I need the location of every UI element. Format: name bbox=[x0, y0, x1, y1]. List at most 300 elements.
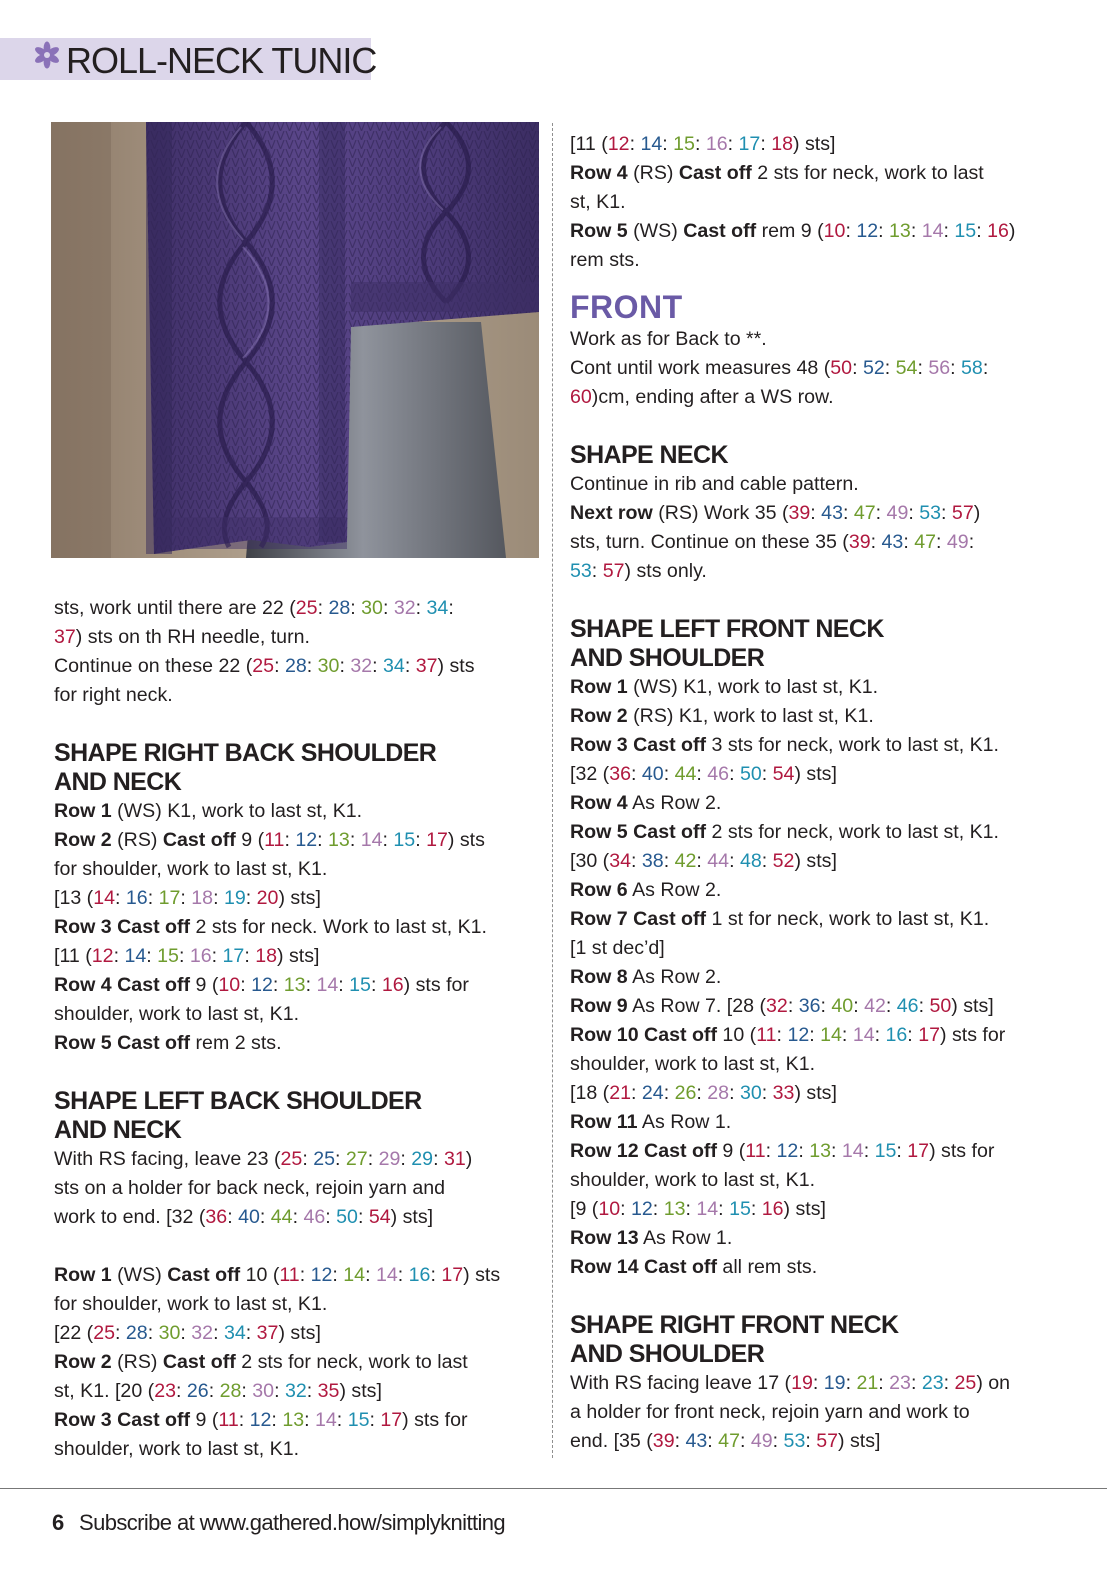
pattern-line bbox=[570, 760, 1070, 789]
size-value: 14 bbox=[640, 133, 663, 155]
text-run: (WS) K1, work to last st, K1. bbox=[111, 800, 363, 822]
text-run: : bbox=[908, 502, 920, 524]
text-run: shoulder, work to last st, K1. bbox=[54, 1438, 300, 1460]
size-value: 56 bbox=[928, 357, 951, 379]
size-value: 36 bbox=[609, 763, 632, 785]
text-run: : bbox=[943, 1372, 955, 1394]
size-value: 23 bbox=[889, 1372, 911, 1394]
bold-text: Row 5 Cast off bbox=[570, 821, 707, 843]
size-value: 13 bbox=[889, 220, 911, 242]
right-column bbox=[570, 130, 1070, 1456]
size-value: 34 bbox=[426, 597, 449, 619]
text-run: With RS facing leave 17 ( bbox=[570, 1372, 792, 1394]
pattern-line bbox=[570, 789, 1070, 818]
text-run: ) sts] bbox=[951, 995, 994, 1017]
size-value: 47 bbox=[718, 1430, 740, 1452]
size-value: 57 bbox=[816, 1430, 839, 1452]
text-run: (WS) bbox=[111, 1264, 168, 1286]
text-run: a holder for front neck, rejoin yarn and work to bbox=[570, 1401, 970, 1423]
pattern-line bbox=[54, 913, 544, 942]
pattern-line bbox=[54, 1319, 544, 1348]
text-run: : bbox=[845, 1372, 857, 1394]
size-value: 12 bbox=[91, 945, 114, 967]
left-column bbox=[54, 594, 544, 1464]
section-heading: SHAPE LEFT BACK SHOULDER bbox=[54, 1087, 422, 1115]
text-run: all rem sts. bbox=[716, 1256, 818, 1278]
size-value: 39 bbox=[788, 502, 811, 524]
text-run: for shoulder, work to last st, K1. bbox=[54, 858, 328, 880]
pattern-line bbox=[570, 934, 1070, 963]
text-run: : bbox=[274, 655, 285, 677]
text-run: end. [35 ( bbox=[570, 1430, 653, 1452]
text-run: : bbox=[370, 974, 382, 996]
size-value: 25 bbox=[954, 1372, 977, 1394]
pattern-line bbox=[570, 1224, 1070, 1253]
pattern-line bbox=[54, 623, 544, 652]
size-value: 14 bbox=[343, 1264, 366, 1286]
text-run: : bbox=[208, 1380, 220, 1402]
text-run: [1 st dec’d] bbox=[570, 937, 665, 959]
text-run: : bbox=[244, 945, 256, 967]
size-value: 12 bbox=[607, 133, 630, 155]
size-value: 32 bbox=[393, 597, 416, 619]
text-run: ) sts] bbox=[794, 850, 837, 872]
text-run: 3 sts for neck, work to last st, K1. bbox=[706, 734, 999, 756]
text-run: : bbox=[241, 1380, 253, 1402]
text-run: st, K1. bbox=[570, 191, 626, 213]
text-run: : bbox=[761, 1082, 773, 1104]
size-value: 30 bbox=[317, 655, 340, 677]
text-run: : bbox=[284, 829, 296, 851]
size-value: 40 bbox=[641, 763, 664, 785]
size-value: 50 bbox=[336, 1206, 358, 1228]
pattern-line bbox=[54, 1261, 544, 1290]
pattern-line bbox=[570, 325, 1070, 354]
pattern-line bbox=[570, 963, 1070, 992]
text-run: : bbox=[936, 531, 947, 553]
size-value: 15 bbox=[954, 220, 977, 242]
text-run: : bbox=[765, 1140, 777, 1162]
size-value: 52 bbox=[862, 357, 885, 379]
text-run: 10 ( bbox=[716, 1024, 757, 1046]
text-run: : bbox=[433, 1148, 444, 1170]
size-value: 54 bbox=[772, 763, 795, 785]
size-value: 11 bbox=[264, 829, 285, 851]
size-value: 17 bbox=[441, 1264, 464, 1286]
text-run: : bbox=[761, 850, 773, 872]
size-value: 44 bbox=[674, 763, 697, 785]
pattern-line bbox=[54, 1377, 544, 1406]
text-run: : bbox=[305, 974, 317, 996]
size-value: 34 bbox=[223, 1322, 246, 1344]
text-run: : bbox=[798, 1140, 810, 1162]
pattern-line bbox=[570, 528, 1070, 557]
size-value: 12 bbox=[787, 1024, 810, 1046]
text-run: : bbox=[884, 357, 896, 379]
text-run: 10 ( bbox=[240, 1264, 280, 1286]
text-run: : bbox=[213, 1322, 224, 1344]
text-run: : bbox=[259, 1206, 271, 1228]
pattern-line bbox=[570, 217, 1070, 246]
bold-text: Cast off bbox=[678, 162, 752, 184]
text-run: ) bbox=[1008, 220, 1016, 242]
size-value: 25 bbox=[280, 1148, 303, 1170]
size-value: 18 bbox=[771, 133, 793, 155]
size-value: 44 bbox=[707, 850, 730, 872]
section-heading: SHAPE NECK bbox=[570, 441, 728, 469]
text-run: ) sts] bbox=[783, 1198, 826, 1220]
size-value: 28 bbox=[219, 1380, 242, 1402]
size-value: 17 bbox=[918, 1024, 940, 1046]
bold-text: Row 2 bbox=[54, 1351, 112, 1373]
pattern-line bbox=[54, 884, 544, 913]
text-run: : bbox=[245, 887, 257, 909]
text-run: : bbox=[115, 887, 126, 909]
text-run: : bbox=[240, 974, 252, 996]
size-value: 15 bbox=[349, 974, 371, 996]
text-run: With RS facing, leave 23 ( bbox=[54, 1148, 281, 1170]
size-value: 13 bbox=[809, 1140, 832, 1162]
text-run: : bbox=[336, 1409, 348, 1431]
section-heading: SHAPE RIGHT BACK SHOULDER bbox=[54, 739, 437, 767]
text-run: rem 2 sts. bbox=[190, 1032, 282, 1054]
text-run: : bbox=[776, 1024, 788, 1046]
text-run: : bbox=[245, 1322, 257, 1344]
text-run: shoulder, work to last st, K1. bbox=[54, 1003, 300, 1025]
pattern-line bbox=[570, 1137, 1070, 1166]
text-run: ) sts] bbox=[838, 1430, 881, 1452]
footer-subscribe-text: Subscribe at www.gathered.how/simplyknitting bbox=[79, 1510, 506, 1535]
size-value: 47 bbox=[914, 531, 937, 553]
size-value: 30 bbox=[739, 1082, 762, 1104]
size-value: 36 bbox=[798, 995, 821, 1017]
size-value: 14 bbox=[841, 1140, 864, 1162]
bold-text: Row 5 Cast off bbox=[54, 1032, 191, 1054]
text-run: : bbox=[685, 1198, 697, 1220]
size-value: 39 bbox=[848, 531, 871, 553]
text-run: : bbox=[878, 220, 890, 242]
text-run: : bbox=[325, 1206, 337, 1228]
text-run: [32 ( bbox=[570, 763, 610, 785]
text-run: ) sts for bbox=[403, 974, 469, 996]
size-value: 54 bbox=[368, 1206, 391, 1228]
pattern-line bbox=[570, 1427, 1070, 1456]
pattern-line bbox=[570, 130, 1070, 159]
text-run: As Row 7. [28 ( bbox=[627, 995, 767, 1017]
text-run: rem 9 ( bbox=[756, 220, 824, 242]
text-run: : bbox=[382, 597, 394, 619]
text-run: : bbox=[968, 531, 975, 553]
bold-text: Row 4 Cast off bbox=[54, 974, 191, 996]
pattern-line bbox=[54, 797, 544, 826]
text-run: ) sts for bbox=[402, 1409, 468, 1431]
pattern-line bbox=[570, 557, 1070, 586]
bold-text: Row 13 bbox=[570, 1227, 639, 1249]
size-value: 50 bbox=[929, 995, 952, 1017]
text-run: : bbox=[176, 1380, 187, 1402]
size-value: 17 bbox=[380, 1409, 403, 1431]
text-run: ) sts] bbox=[278, 887, 321, 909]
text-run: : bbox=[238, 1409, 250, 1431]
size-value: 21 bbox=[856, 1372, 879, 1394]
text-run: ) sts only. bbox=[624, 560, 707, 582]
spacer bbox=[54, 710, 544, 739]
pattern-line bbox=[54, 652, 544, 681]
section-heading: SHAPE RIGHT FRONT NECK bbox=[570, 1311, 899, 1339]
text-run: Continue in rib and cable pattern. bbox=[570, 473, 859, 495]
text-run: : bbox=[365, 1264, 376, 1286]
size-value: 11 bbox=[279, 1264, 300, 1286]
size-value: 17 bbox=[426, 829, 448, 851]
text-run: shoulder, work to last st, K1. bbox=[570, 1053, 816, 1075]
text-run: As Row 2. bbox=[627, 966, 722, 988]
size-value: 38 bbox=[641, 850, 664, 872]
size-value: 13 bbox=[328, 829, 350, 851]
bold-text: Row 6 bbox=[570, 879, 628, 901]
text-run: ) sts bbox=[437, 655, 475, 677]
text-run: : bbox=[694, 133, 706, 155]
size-value: 27 bbox=[345, 1148, 368, 1170]
pattern-line bbox=[54, 1000, 544, 1029]
text-run: ) sts] bbox=[793, 133, 836, 155]
size-value: 15 bbox=[393, 829, 416, 851]
pattern-line bbox=[570, 1166, 1070, 1195]
size-value: 32 bbox=[284, 1380, 307, 1402]
text-run: : bbox=[415, 829, 427, 851]
size-value: 42 bbox=[674, 850, 697, 872]
text-run: : bbox=[400, 1148, 412, 1170]
text-run: : bbox=[663, 850, 675, 872]
size-value: 23 bbox=[921, 1372, 944, 1394]
page-title: ROLL-NECK TUNIC bbox=[66, 40, 377, 81]
bold-text: Row 14 Cast off bbox=[570, 1256, 717, 1278]
size-value: 15 bbox=[673, 133, 695, 155]
text-run: shoulder, work to last st, K1. bbox=[570, 1169, 816, 1191]
text-run: 1 st for neck, work to last st, K1. bbox=[706, 908, 990, 930]
text-run: ) sts for bbox=[929, 1140, 995, 1162]
text-run: : bbox=[878, 1372, 890, 1394]
size-value: 12 bbox=[856, 220, 879, 242]
pattern-line bbox=[54, 942, 544, 971]
text-run: ) on bbox=[976, 1372, 1011, 1394]
text-run: : bbox=[982, 357, 989, 379]
bold-text: Row 8 bbox=[570, 966, 628, 988]
text-run: : bbox=[292, 1206, 304, 1228]
size-value: 52 bbox=[772, 850, 795, 872]
size-value: 44 bbox=[270, 1206, 293, 1228]
text-run: : bbox=[772, 1430, 784, 1452]
size-value: 16 bbox=[987, 220, 1009, 242]
size-value: 50 bbox=[830, 357, 853, 379]
size-value: 36 bbox=[205, 1206, 228, 1228]
pattern-line bbox=[570, 673, 1070, 702]
bold-text: Row 3 Cast off bbox=[54, 1409, 191, 1431]
text-run: : bbox=[885, 995, 897, 1017]
size-value: 15 bbox=[347, 1409, 370, 1431]
text-run: : bbox=[304, 1409, 315, 1431]
size-value: 19 bbox=[791, 1372, 813, 1394]
text-run: : bbox=[805, 1430, 817, 1452]
bold-text: Cast off bbox=[167, 1264, 241, 1286]
size-value: 48 bbox=[739, 850, 762, 872]
bold-text: Row 7 Cast off bbox=[570, 908, 707, 930]
text-run: : bbox=[739, 1430, 751, 1452]
text-run: : bbox=[910, 220, 922, 242]
pattern-line bbox=[54, 1145, 544, 1174]
text-run: : bbox=[631, 1082, 642, 1104]
text-run: [11 ( bbox=[570, 133, 608, 155]
text-run: : bbox=[761, 763, 773, 785]
pattern-line bbox=[570, 818, 1070, 847]
text-run: : bbox=[760, 133, 772, 155]
size-value: 53 bbox=[783, 1430, 806, 1452]
text-run: : bbox=[350, 597, 362, 619]
text-run: ) sts bbox=[447, 829, 485, 851]
size-value: 19 bbox=[823, 1372, 846, 1394]
text-run: : bbox=[299, 1264, 311, 1286]
page-number: 6 bbox=[52, 1510, 65, 1535]
size-value: 10 bbox=[823, 220, 846, 242]
text-run: : bbox=[896, 1140, 908, 1162]
text-run: : bbox=[662, 133, 674, 155]
text-run: )cm, ending after a WS row. bbox=[591, 386, 834, 408]
size-value: 46 bbox=[707, 763, 730, 785]
size-value: 16 bbox=[189, 945, 212, 967]
text-run: : bbox=[750, 1198, 762, 1220]
pattern-line bbox=[570, 847, 1070, 876]
size-value: 26 bbox=[186, 1380, 209, 1402]
size-value: 49 bbox=[886, 502, 909, 524]
text-run: 2 sts for neck, work to last bbox=[235, 1351, 468, 1373]
size-value: 11 bbox=[756, 1024, 777, 1046]
size-value: 17 bbox=[158, 887, 181, 909]
text-run: (RS) K1, work to last st, K1. bbox=[627, 705, 874, 727]
text-run: : bbox=[338, 974, 350, 996]
text-run: : bbox=[943, 220, 955, 242]
size-value: 54 bbox=[895, 357, 918, 379]
size-value: 33 bbox=[772, 1082, 795, 1104]
pattern-line bbox=[54, 1174, 544, 1203]
text-run: : bbox=[180, 1322, 192, 1344]
text-run: : bbox=[729, 850, 740, 872]
size-value: 26 bbox=[674, 1082, 697, 1104]
size-value: 17 bbox=[907, 1140, 930, 1162]
size-value: 12 bbox=[310, 1264, 333, 1286]
size-value: 30 bbox=[252, 1380, 275, 1402]
bold-text: Row 4 bbox=[570, 792, 628, 814]
size-value: 24 bbox=[641, 1082, 664, 1104]
text-run: : bbox=[213, 887, 224, 909]
size-value: 57 bbox=[602, 560, 625, 582]
size-value: 43 bbox=[685, 1430, 708, 1452]
text-run: [18 ( bbox=[570, 1082, 610, 1104]
bold-text: Row 12 Cast off bbox=[570, 1140, 717, 1162]
text-run: : bbox=[404, 655, 416, 677]
text-run: : bbox=[696, 850, 708, 872]
section-heading: FRONT bbox=[570, 289, 683, 325]
size-value: 29 bbox=[378, 1148, 401, 1170]
text-run: ) bbox=[973, 502, 981, 524]
size-value: 12 bbox=[776, 1140, 799, 1162]
text-run: : bbox=[367, 1148, 379, 1170]
text-run: : bbox=[917, 357, 929, 379]
section-heading: SHAPE LEFT FRONT NECK bbox=[570, 615, 884, 643]
text-run: : bbox=[147, 1322, 159, 1344]
text-run: : bbox=[629, 133, 641, 155]
bold-text: Row 3 Cast off bbox=[54, 916, 191, 938]
size-value: 12 bbox=[295, 829, 318, 851]
spacer bbox=[570, 275, 1070, 289]
size-value: 37 bbox=[415, 655, 438, 677]
text-run: ) bbox=[465, 1148, 473, 1170]
text-run: : bbox=[631, 763, 642, 785]
size-value: 14 bbox=[316, 974, 339, 996]
text-run: (WS) bbox=[627, 220, 684, 242]
size-value: 28 bbox=[125, 1322, 148, 1344]
size-value: 14 bbox=[360, 829, 383, 851]
text-run: ) sts] bbox=[390, 1206, 434, 1228]
text-run: ) sts bbox=[463, 1264, 501, 1286]
text-run: (RS) bbox=[111, 829, 163, 851]
pattern-line bbox=[54, 1203, 544, 1232]
text-run: rem sts. bbox=[570, 249, 640, 271]
pattern-line bbox=[570, 1108, 1070, 1137]
bold-text: Row 2 bbox=[54, 829, 112, 851]
text-run: : bbox=[302, 1148, 314, 1170]
pattern-line bbox=[54, 1290, 544, 1319]
size-value: 11 bbox=[218, 1409, 239, 1431]
text-run: [9 ( bbox=[570, 1198, 599, 1220]
size-value: 16 bbox=[885, 1024, 908, 1046]
pattern-line bbox=[54, 1435, 544, 1464]
text-run: : bbox=[810, 502, 822, 524]
text-run: : bbox=[178, 945, 190, 967]
size-value: 12 bbox=[251, 974, 273, 996]
bold-text: Row 1 bbox=[54, 800, 112, 822]
pattern-line bbox=[570, 246, 1070, 275]
size-value: 25 bbox=[252, 655, 275, 677]
size-value: 18 bbox=[191, 887, 214, 909]
size-value: 43 bbox=[821, 502, 843, 524]
section-heading: AND SHOULDER bbox=[570, 1340, 765, 1368]
size-value: 17 bbox=[222, 945, 245, 967]
text-run: : bbox=[718, 1198, 730, 1220]
size-value: 13 bbox=[283, 974, 306, 996]
size-value: 46 bbox=[896, 995, 919, 1017]
pattern-line bbox=[570, 1050, 1070, 1079]
size-value: 28 bbox=[328, 597, 351, 619]
size-value: 49 bbox=[750, 1430, 773, 1452]
text-run: : bbox=[349, 829, 361, 851]
spacer bbox=[570, 1282, 1070, 1311]
text-run: 9 ( bbox=[190, 974, 219, 996]
bold-text: Row 1 bbox=[54, 1264, 112, 1286]
size-value: 17 bbox=[738, 133, 761, 155]
text-run: : bbox=[113, 945, 125, 967]
text-run: 2 sts for neck, work to last st, K1. bbox=[706, 821, 999, 843]
size-value: 30 bbox=[158, 1322, 181, 1344]
size-value: 42 bbox=[864, 995, 886, 1017]
pattern-line bbox=[570, 354, 1070, 383]
size-value: 15 bbox=[157, 945, 179, 967]
text-run: : bbox=[357, 1206, 369, 1228]
text-run: : bbox=[430, 1264, 442, 1286]
pattern-line bbox=[570, 1398, 1070, 1427]
text-run: : bbox=[306, 655, 318, 677]
text-run: (RS) bbox=[627, 162, 679, 184]
size-value: 11 bbox=[745, 1140, 766, 1162]
text-run: : bbox=[729, 763, 740, 785]
